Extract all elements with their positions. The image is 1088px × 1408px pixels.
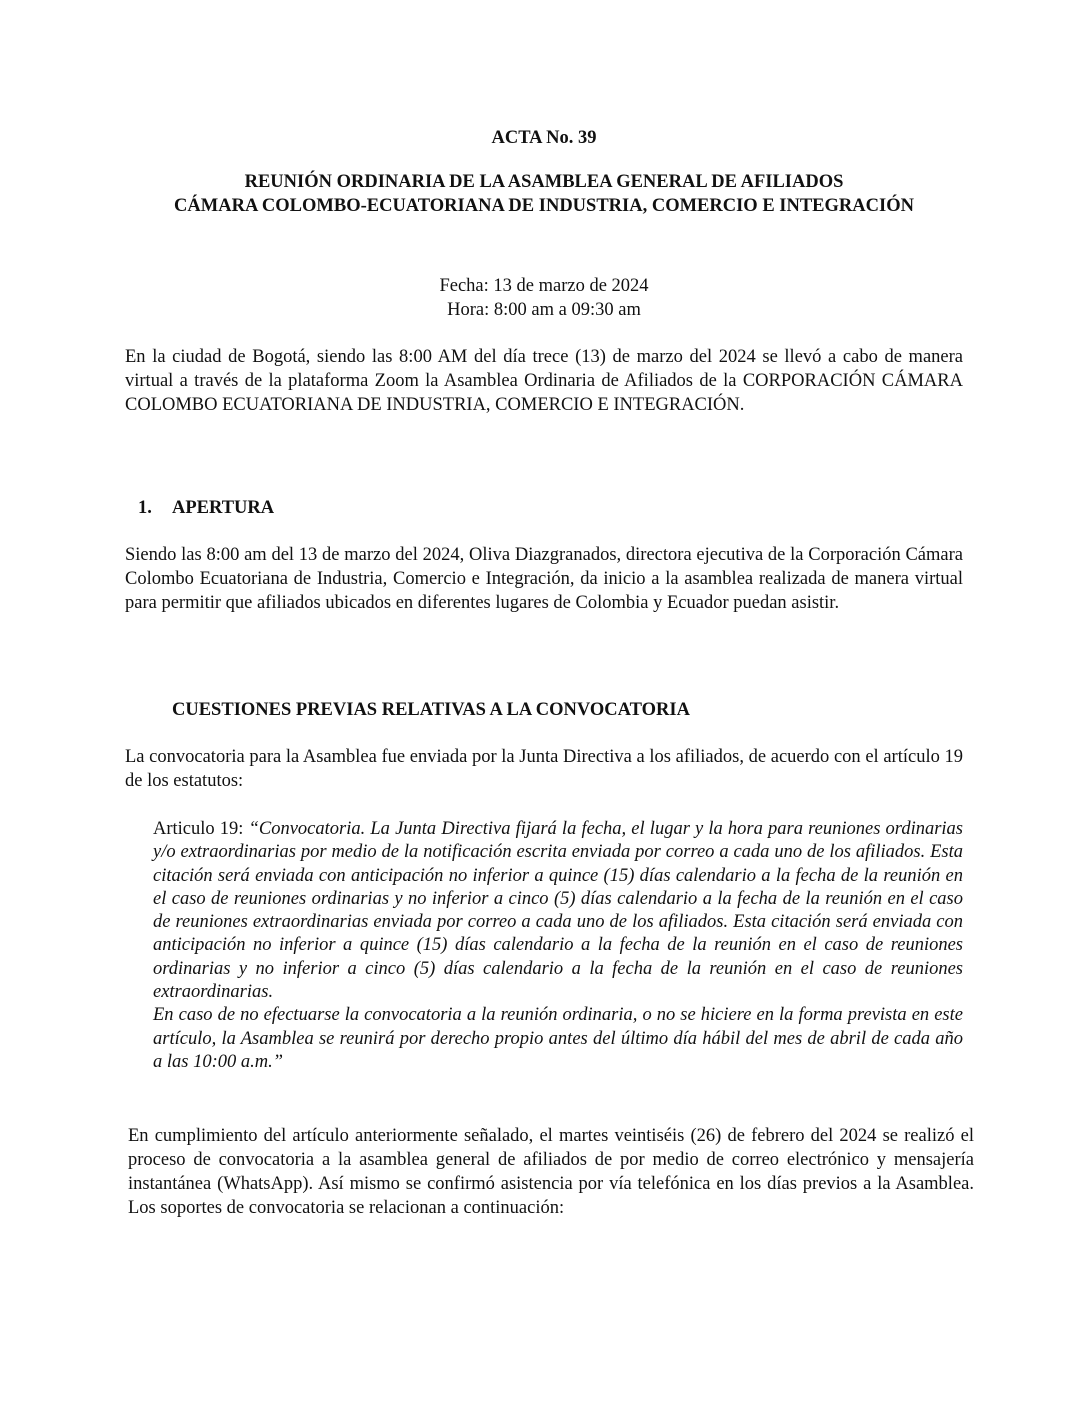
section-heading-text: APERTURA	[172, 498, 275, 518]
title-line-1: REUNIÓN ORDINARIA DE LA ASAMBLEA GENERAL DE AFILIADOS	[244, 172, 844, 192]
section-number: 1.	[138, 498, 152, 518]
title-line-2: CÁMARA COLOMBO-ECUATORIANA DE INDUSTRIA, COMERCIO E INTEGRACIÓN	[174, 196, 914, 216]
convocatoria-paragraph: La convocatoria para la Asamblea fue enviada por la Junta Directiva a los afiliados, de acuerdo con el artículo 19 de los estatutos:	[125, 747, 963, 791]
meeting-date: Fecha: 13 de marzo de 2024	[439, 276, 649, 296]
meeting-time: Hora: 8:00 am a 09:30 am	[447, 300, 641, 320]
quote-text-part-2: En caso de no efectuarse la convocatoria a la reunión ordinaria, o no se hiciere en la forma prevista en este artículo, la Asamblea se reunirá por derecho propio antes del último día hábil del mes de abril de cada año a las 10:00 a.m.”	[153, 1005, 963, 1072]
meeting-meta	[0, 274, 1088, 322]
article-19-quote	[153, 818, 963, 1074]
cumplimiento-paragraph: En cumplimiento del artículo anteriormente señalado, el martes veintiséis (26) de febrero del 2024 se realizó el proceso de convocatoria a la asamblea general de afiliados de por medio de correo electrónico y mensajería instantánea (WhatsApp). Así mismo se confirmó asistencia por vía telefónica en los días previos a la Asamblea. Los soportes de convocatoria se relacionan a continuación:	[128, 1126, 974, 1218]
intro-paragraph: En la ciudad de Bogotá, siendo las 8:00 AM del día trece (13) de marzo del 2024 se llevó a cabo de manera virtual a través de la plataforma Zoom la Asamblea Ordinaria de Afiliados de la CORPORACIÓN CÁMARA COLOMBO ECUATORIANA DE INDUSTRIA, COMERCIO E INTEGRACIÓN.	[125, 347, 963, 415]
apertura-paragraph: Siendo las 8:00 am del 13 de marzo del 2024, Oliva Diazgranados, directora ejecutiva de la Corporación Cámara Colombo Ecuatoriana de Industria, Comercio e Integración, da inicio a la asamblea realizada de manera virtual para permitir que afiliados ubicados en diferentes lugares de Colombia y Ecuador puedan asistir.	[125, 545, 963, 613]
section-heading-apertura	[138, 498, 274, 519]
document-title	[0, 170, 1088, 218]
section-heading-cuestiones-previas: CUESTIONES PREVIAS RELATIVAS A LA CONVOCATORIA	[172, 700, 690, 720]
quote-text-part-1: “Convocatoria. La Junta Directiva fijará la fecha, el lugar y la hora para reuniones ordinarias y/o extraordinarias por medio de la notificación escrita enviada por correo a cada uno de los afiliados. Esta citación será enviada con anticipación no inferior a quince (15) días calendario a la fecha de la reunión en el caso de reuniones ordinarias y no inferior a cinco (5) días calendario a la fecha de la reunión en el caso de reuniones extraordinarias enviada por correo a cada uno de los afiliados. Esta citación será enviada con anticipación no inferior a quince (15) días calendario a la fecha de la reunión en el caso de reuniones ordinarias y no inferior a cinco (5) días calendario a la fecha de la reunión en el caso de reuniones extraordinarias.	[153, 819, 963, 1003]
acta-title: ACTA No. 39	[491, 128, 597, 148]
quote-label: Articulo 19:	[153, 819, 249, 839]
